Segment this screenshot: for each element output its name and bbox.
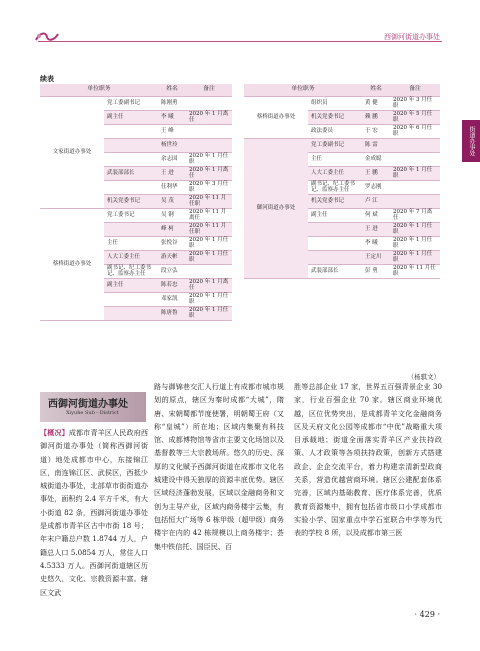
section-title: 西御河街道办事处	[48, 399, 128, 410]
note-cell: 2020 年 1 月任职	[390, 250, 440, 264]
name-cell: 段立弘	[158, 264, 186, 278]
position-cell	[104, 306, 158, 320]
position-cell: 武装部部长	[308, 264, 362, 278]
note-cell: 2020 年 11 月离任	[186, 208, 232, 222]
name-cell: 王 峰	[158, 124, 186, 138]
position-cell	[104, 292, 158, 306]
position-cell: 主任	[104, 236, 158, 250]
note-cell: 2020 年 1 月任职	[186, 306, 232, 320]
name-cell: 卢 江	[362, 194, 390, 208]
name-cell: 陈唐鲁	[158, 306, 186, 320]
note-cell: 2020 年 1 月离任	[186, 166, 232, 180]
name-cell: 任利华	[158, 180, 186, 194]
side-tab: 街道办事处	[462, 120, 480, 162]
note-cell: 2020 年 5 月任职	[390, 110, 440, 124]
position-cell: 副主任	[308, 208, 362, 222]
table-header-cell: 备注	[186, 84, 232, 96]
note-cell	[186, 124, 232, 138]
name-cell: 金成聪	[362, 152, 390, 166]
table-header-cell: 备注	[390, 84, 440, 96]
name-cell: 王定川	[362, 250, 390, 264]
dept-cell: 蔡桥街道办事处	[40, 208, 104, 320]
name-cell: 于 宏	[362, 124, 390, 138]
position-cell: 机关党委书记	[104, 194, 158, 208]
note-cell	[390, 180, 440, 194]
table-header-cell: 姓名	[362, 84, 390, 96]
note-cell: 2020 年 1 月任职	[186, 250, 232, 264]
note-cell: 2020 年 11 月任职	[390, 264, 440, 278]
name-cell: 游天彬	[158, 250, 186, 264]
table-row	[40, 96, 232, 110]
position-cell	[104, 180, 158, 194]
position-cell: 人大工委主任	[104, 250, 158, 264]
name-cell: 峰 柯	[158, 222, 186, 236]
name-cell: 彭 勇	[362, 264, 390, 278]
name-cell: 黄 健	[362, 96, 390, 110]
position-cell	[104, 222, 158, 236]
table-source: （杨骐文）	[407, 373, 440, 381]
position-cell: 副主任	[104, 110, 158, 124]
name-cell: 吴 茂	[158, 194, 186, 208]
body-column-1-text: 成都市青羊区人民政府西御河街道办事处（简称西御河街道）地处成都市中心，东接锦江区，南连锦江区、武侯区，西抵少城街道办事处，北部草市街街道办事处，面积约 2.4 平方千米，有大小街道 82 条，西御河街道办事处是成都市青羊区古中市街 18 号；年末户籍总户数 1.8744 万人，户籍总人口 5.0854 万人，常住人口 4.5333 万人。西御河街道辖区历史悠久，文化、宗教资源丰富。辖区文武	[40, 428, 149, 597]
table-header-cell: 单位职务	[244, 84, 362, 96]
name-cell: 吴 钢	[158, 208, 186, 222]
dept-cell: 蔡桥街道办事处	[244, 96, 308, 138]
running-header: 西御河街道办事处	[384, 33, 440, 41]
table-row	[244, 138, 440, 152]
position-cell: 人大工委主任	[308, 166, 362, 180]
note-cell: 2020 年 7 月离任	[390, 208, 440, 222]
note-cell: 2020 年 1 月任职	[186, 292, 232, 306]
personnel-table-right	[244, 84, 440, 279]
name-cell: 陈刚勇	[158, 96, 186, 110]
position-cell	[308, 250, 362, 264]
position-cell: 组织员	[308, 96, 362, 110]
note-cell: 2020 年 1 月任职	[390, 222, 440, 236]
note-cell	[390, 152, 440, 166]
note-cell: 2020 年 3 月任职	[186, 180, 232, 194]
name-cell: 王 进	[158, 166, 186, 180]
position-cell: 党工委书记	[104, 208, 158, 222]
position-cell	[308, 236, 362, 250]
position-cell	[104, 138, 158, 152]
note-cell	[186, 264, 232, 278]
header-rule	[38, 41, 442, 42]
note-cell: 2020 年 1 月任职	[186, 152, 232, 166]
name-cell: 杨世玲	[158, 138, 186, 152]
body-column-3: 胜等总部企业 17 家，世界五百强青景企业 30 家，行业百强企业 70 家。辖区商业环境优越，区位优势突出，是成都青羊文化金融商务区及天府文化公园等成都市“中优”战略重大项目承载地；街道全面落实青羊区产业扶持政策、人才政策等各项扶持政策，创新方式搭建政企、企企交流平台，着力构建亲清新型政商关系，营造优越营商环境。辖区公建配套体系完善，区域内基础教育、医疗体系完善，优质教育资源集中，拥有包括省市级口小学成都市实验小学、国家重点中学石室联合中学等为代表的学校 8 所，以及成都市第三医	[294, 382, 442, 538]
body-column-1	[40, 426, 148, 599]
note-cell: 2020 年 11 月任职	[186, 222, 232, 236]
dept-cell: 文家街道办事处	[40, 96, 104, 208]
name-cell: 陈 雷	[362, 138, 390, 152]
page-number: · 429 ·	[414, 610, 440, 619]
position-cell: 机关党委书记	[308, 110, 362, 124]
table-row	[244, 96, 440, 110]
table-row	[40, 208, 232, 222]
position-cell: 副主任	[104, 278, 158, 292]
name-cell: 邓家凯	[158, 292, 186, 306]
position-cell: 主任	[308, 152, 362, 166]
note-cell: 2020 年 1 月任职	[186, 236, 232, 250]
position-cell: 党工委副书记	[308, 138, 362, 152]
table-caption: 续表	[40, 74, 54, 83]
position-cell: 副书记、纪工委书记、监察办主任	[104, 264, 158, 278]
name-cell: 何 斌	[362, 208, 390, 222]
table-header-cell: 姓名	[158, 84, 186, 96]
note-cell: 2020 年 1 月任职	[390, 166, 440, 180]
name-cell: 余志国	[158, 152, 186, 166]
note-cell	[390, 138, 440, 152]
name-cell: 李 曦	[158, 110, 186, 124]
note-cell: 2020 年 6 月任职	[390, 124, 440, 138]
note-cell: 2020 年 3 月任职	[390, 96, 440, 110]
position-cell	[104, 152, 158, 166]
name-cell: 王 鹏	[362, 166, 390, 180]
overview-tag: 【概况】	[40, 428, 69, 437]
name-cell: 赖 鹏	[362, 110, 390, 124]
position-cell: 机关党委书记	[308, 194, 362, 208]
note-cell	[186, 96, 232, 110]
body-column-2: 路与御锦巷交汇人行道上有成都市城市规划的原点，辖区为秦时成都“大城”，隋唐、宋朝蜀都节度使署，明朝蜀王府（又称“皇城”）所在地；区域内集聚有科技馆、成都博物馆等省市主要文化场馆以及基督教等三大宗教场所。悠久的历史、深厚的文化赋予西御河街道在成都市文化名城建设中得天独厚的资源丰底优势。辖区区域经济蓬勃发展，区域以金融商务和文创为主导产业，区域内商务楼宇云集，有包括恒大广场等 6 栋甲级（超甲级）商务楼宇在内的 42 栋规模以上商务楼宇；荟集中铁信托、国臣民、百	[154, 382, 284, 551]
note-cell: 2020 年 1 月离任	[186, 278, 232, 292]
name-cell: 李 曦	[362, 236, 390, 250]
section-subtitle: Xiyuhe Sub - District	[66, 410, 119, 416]
name-cell: 陈若忠	[158, 278, 186, 292]
position-cell: 政法委员	[308, 124, 362, 138]
note-cell: 2020 年 1 月任职	[390, 236, 440, 250]
table-header-cell: 单位职务	[40, 84, 158, 96]
position-cell	[104, 124, 158, 138]
note-cell	[390, 194, 440, 208]
position-cell	[308, 222, 362, 236]
name-cell: 罗志刚	[362, 180, 390, 194]
name-cell: 王 进	[362, 222, 390, 236]
position-cell: 武装部部长	[104, 166, 158, 180]
dept-cell: 御河街道办事处	[244, 138, 308, 278]
position-cell: 党工委副书记	[104, 96, 158, 110]
note-cell: 2020 年 1 月离任	[186, 110, 232, 124]
name-cell: 张悦谷	[158, 236, 186, 250]
personnel-table-left	[40, 84, 232, 321]
note-cell: 2020 年 11 月任职	[186, 194, 232, 208]
note-cell	[186, 138, 232, 152]
position-cell: 副书记、纪工委书记、监察办主任	[308, 180, 362, 194]
